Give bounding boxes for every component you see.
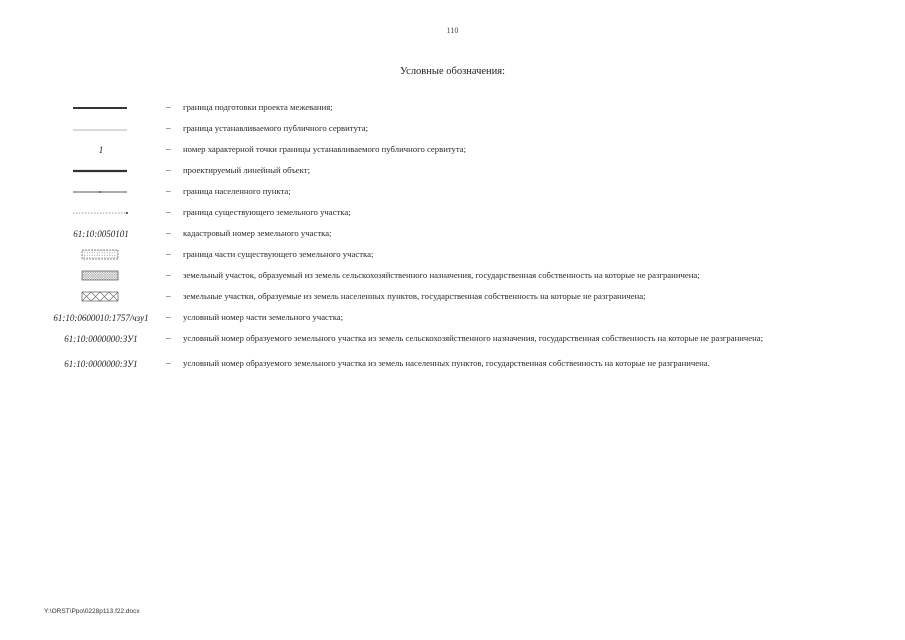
legend-description: кадастровый номер земельного участка;	[183, 228, 332, 238]
conditional-number-label	[40, 329, 162, 349]
legend-dash: –	[166, 145, 171, 155]
legend-dash: –	[166, 103, 171, 113]
legend-description: земельные участки, образуемые из земель населенных пунктов, государственная собственность на которые не разграничена;	[183, 291, 646, 301]
legend-description: земельный участок, образуемый из земель сельскохозяйственного назначения, государственная собственность на которые не разграничена;	[183, 270, 700, 280]
legend-row	[0, 182, 905, 202]
fine-dotted-line-icon	[40, 203, 162, 223]
point-number-label	[40, 140, 162, 160]
legend-description: граница населенного пункта;	[183, 186, 291, 196]
legend-dash: –	[166, 208, 171, 218]
legend-dash: –	[166, 187, 171, 197]
conditional-number-text: 61:10:0000000:ЗУ1	[64, 359, 138, 369]
thick-line-icon	[40, 98, 162, 118]
legend-dash: –	[166, 166, 171, 176]
crosshatch-rect-icon	[40, 266, 162, 286]
cadastral-number-label	[40, 224, 162, 244]
legend-description: граница подготовки проекта межевания;	[183, 102, 333, 112]
legend-dash: –	[166, 229, 171, 239]
dotted-hatch-rect-icon	[40, 245, 162, 265]
legend-dash: –	[166, 334, 171, 344]
legend-description: граница существующего земельного участка;	[183, 207, 351, 217]
legend-description: граница части существующего земельного участка;	[183, 249, 374, 259]
legend-row	[0, 140, 905, 160]
legend-row	[0, 98, 905, 118]
part-number-label	[40, 308, 162, 328]
legend-description: условный номер образуемого земельного участка из земель сельскохозяйственного назначения, государственная собственность на которые не разграничена;	[183, 333, 764, 343]
legend-row	[0, 245, 905, 265]
point-number-text: 1	[98, 145, 104, 155]
legend-description: проектируемый линейный объект;	[183, 165, 310, 175]
legend-row	[0, 354, 905, 374]
legend-row	[0, 308, 905, 328]
legend-description: условный номер образуемого земельного участка из земель населенных пунктов, государственная собственность на которые не разграничена.	[183, 358, 710, 368]
dotted-line-icon	[40, 182, 162, 202]
page-number: 110	[446, 26, 459, 35]
conditional-number-label	[40, 354, 162, 374]
legend-dash: –	[166, 359, 171, 369]
legend-dash: –	[166, 250, 171, 260]
legend-row	[0, 119, 905, 139]
thin-line-icon	[40, 119, 162, 139]
file-path-footer: Y:\ORST\Ppo\0228p113.f22.docx	[44, 608, 140, 615]
bold-line-icon	[40, 161, 162, 181]
legend-row	[0, 224, 905, 244]
legend-dash: –	[166, 124, 171, 134]
legend-description: номер характерной точки границы устанавливаемого публичного сервитута;	[183, 144, 467, 154]
legend-title: Условные обозначения:	[399, 66, 505, 77]
legend-row	[0, 287, 905, 307]
legend-row	[0, 203, 905, 223]
part-number-text: 61:10:0600010:1757/чзу1	[53, 313, 149, 323]
legend-row	[0, 329, 905, 353]
legend-description: граница устанавливаемого публичного сервитута;	[183, 123, 368, 133]
legend-dash: –	[166, 292, 171, 302]
cadastral-number-text: 61:10:0050101	[73, 229, 129, 239]
legend-dash: –	[166, 313, 171, 323]
legend-description: условный номер части земельного участка;	[183, 312, 344, 322]
legend-dash: –	[166, 271, 171, 281]
conditional-number-text: 61:10:0000000:ЗУ1	[64, 334, 138, 344]
x-pattern-rect-icon	[40, 287, 162, 307]
legend-row	[0, 161, 905, 181]
legend-row	[0, 266, 905, 286]
